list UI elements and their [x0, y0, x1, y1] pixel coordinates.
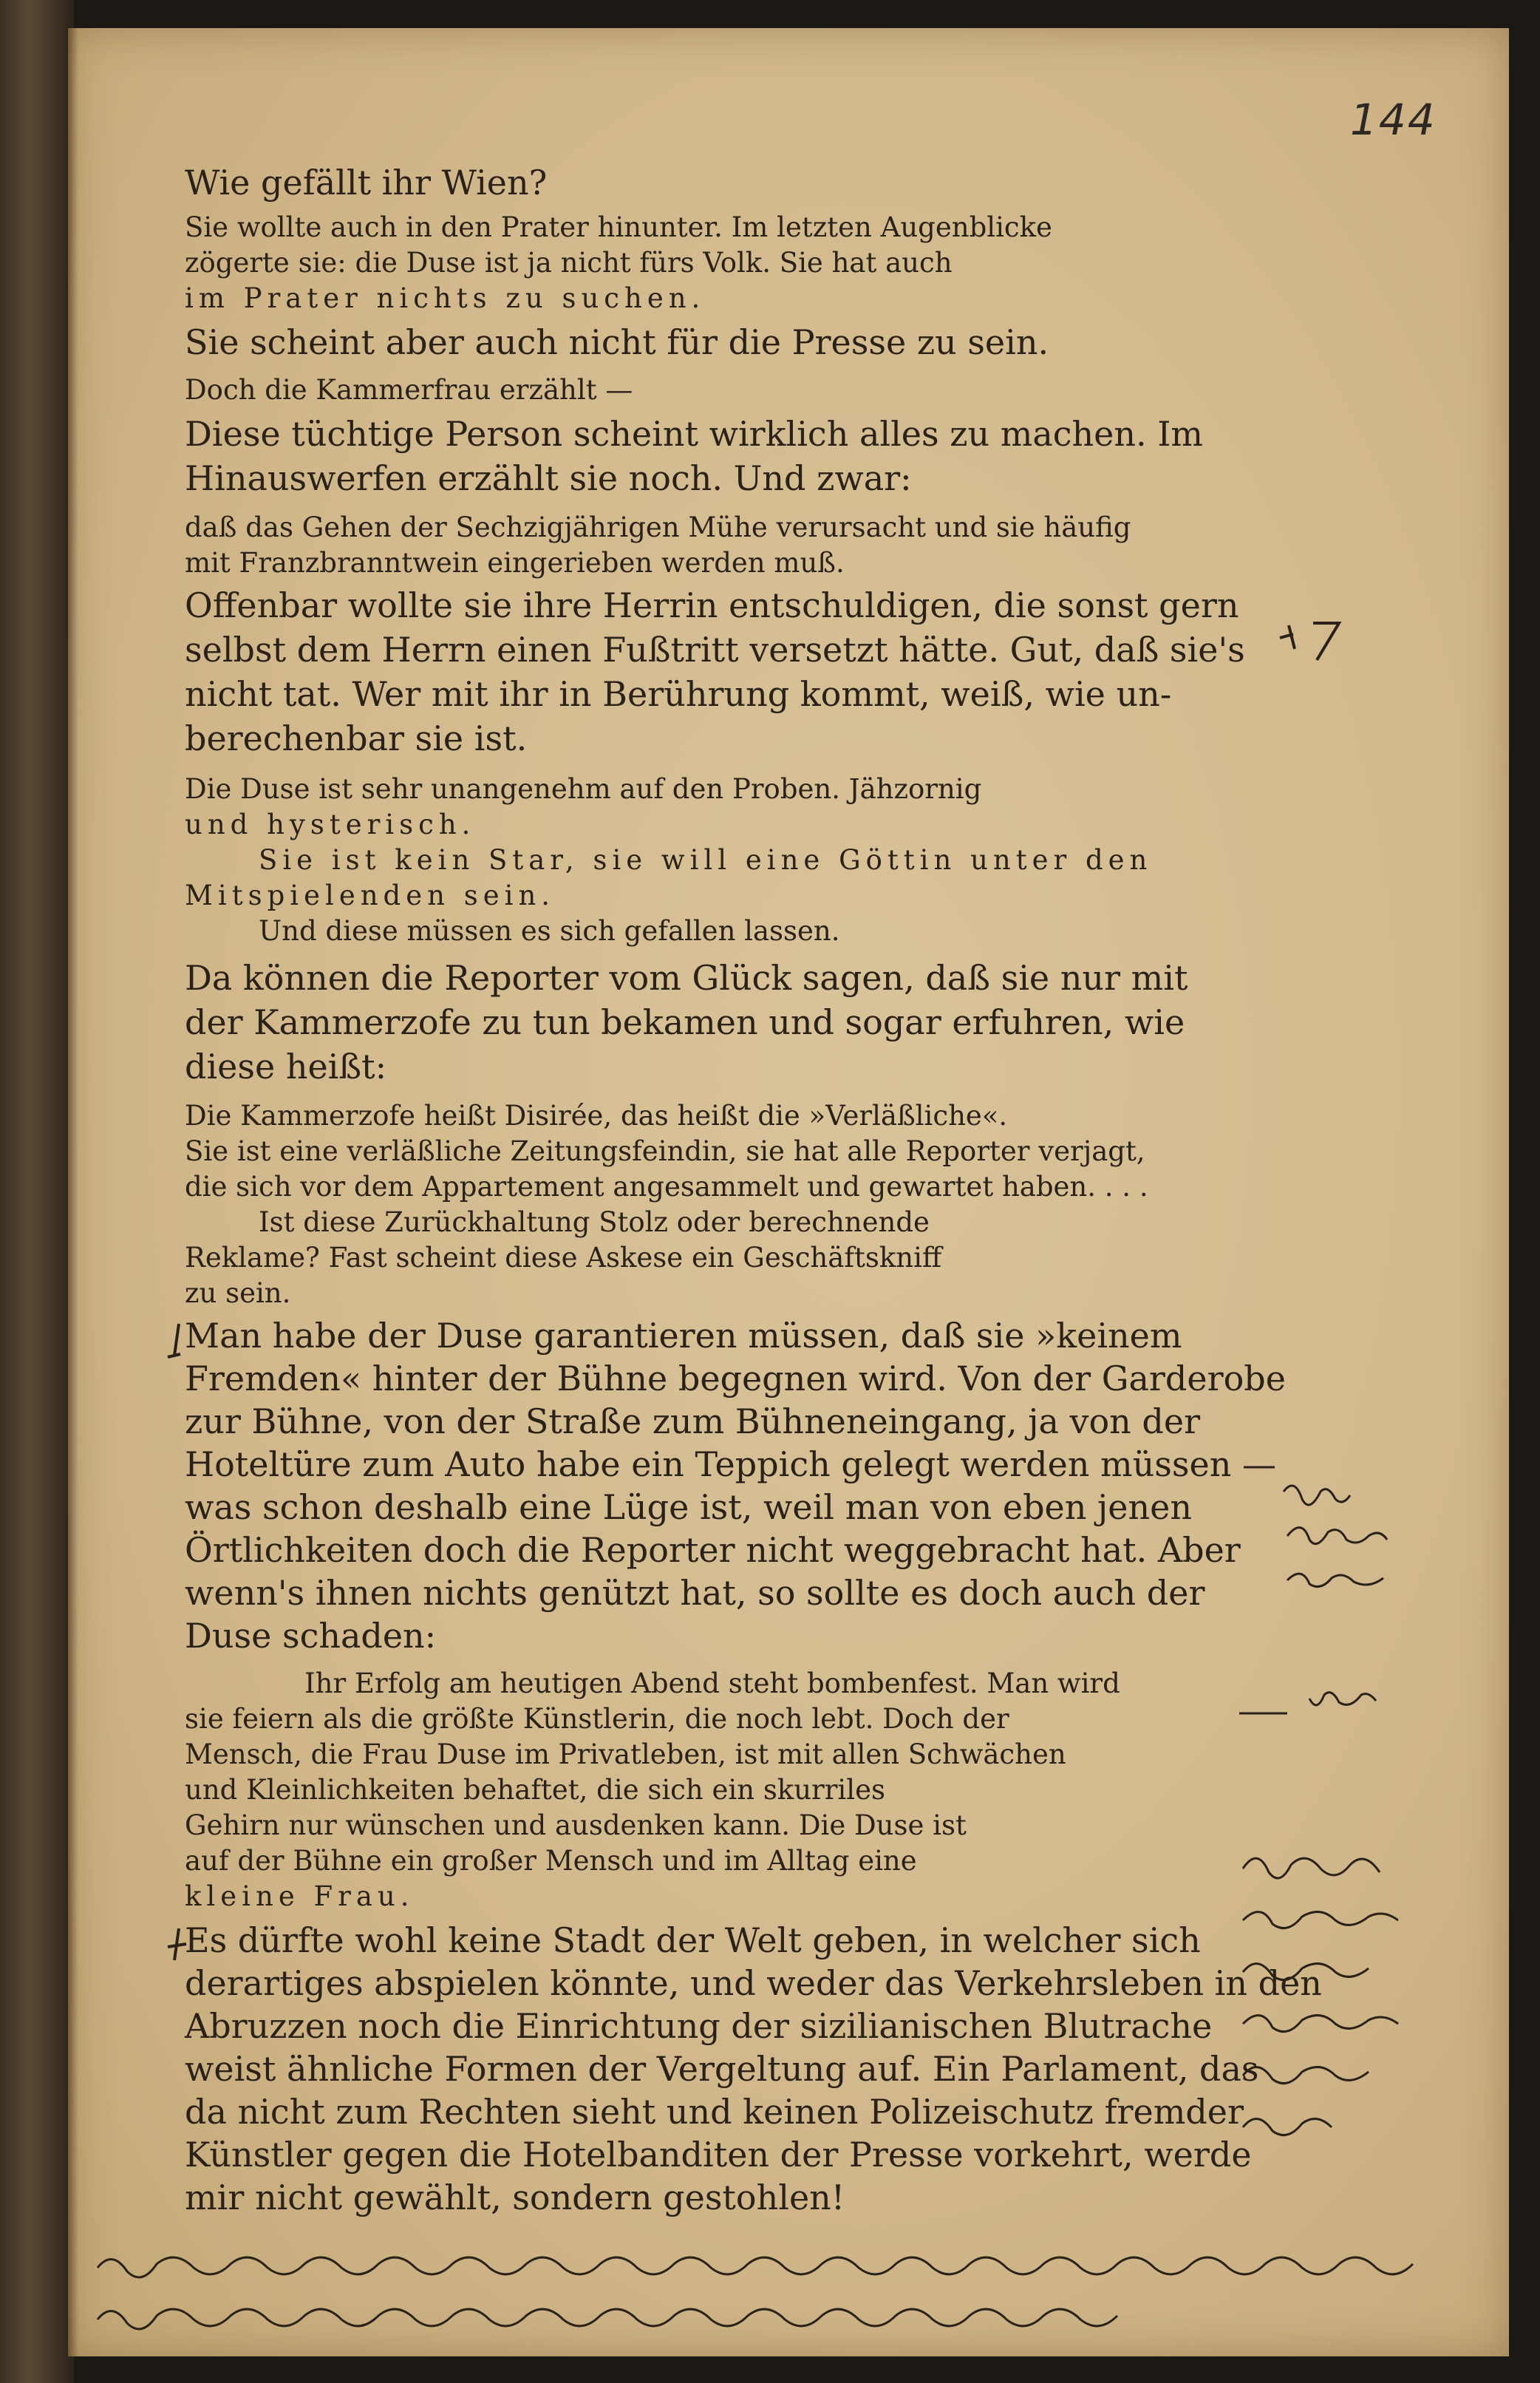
text-line: die sich vor dem Appartement angesammelt und gewartet haben. . . .: [185, 1171, 1148, 1203]
text-line: auf der Bühne ein großer Mensch und im Alltag eine: [185, 1845, 917, 1877]
text-line: Fremden« hinter der Bühne begegnen wird. Von der Garderobe: [185, 1359, 1286, 1398]
handwritten-note-margin: [1236, 1832, 1472, 2157]
text-line: Künstler gegen die Hotelbanditen der Presse vorkehrt, werde: [185, 2135, 1252, 2175]
text-line: und hysterisch.: [185, 809, 476, 840]
text-line: da nicht zum Rechten sieht und keinen Polizeischutz fremder: [185, 2092, 1244, 2132]
text-line: zögerte sie: die Duse ist ja nicht fürs Volk. Sie hat auch: [185, 247, 953, 279]
text-line: Gehirn nur wünschen und ausdenken kann. Die Duse ist: [185, 1809, 967, 1841]
handwritten-mark-margin: [1272, 605, 1361, 664]
text-line: Doch die Kammerfrau erzählt —: [185, 374, 633, 406]
text-line: Ihr Erfolg am heutigen Abend steht bombenfest. Man wird: [304, 1668, 1120, 1699]
text-line: selbst dem Herrn einen Fußtritt versetzt hätte. Gut, daß sie's: [185, 630, 1245, 670]
text-line: Reklame? Fast scheint diese Askese ein Geschäftskniff: [185, 1242, 942, 1274]
text-line: diese heißt:: [185, 1047, 387, 1087]
text-line: Die Duse ist sehr unangenehm auf den Proben. Jähzornig: [185, 773, 982, 805]
text-line: kleine Frau.: [185, 1880, 415, 1912]
text-line: Mitspielenden sein.: [185, 880, 556, 911]
text-line: wenn's ihnen nichts genützt hat, so sollte es doch auch der: [185, 1573, 1205, 1613]
text-line: der Kammerzofe zu tun bekamen und sogar erfuhren, wie: [185, 1002, 1185, 1042]
text-line: Diese tüchtige Person scheint wirklich alles zu machen. Im: [185, 414, 1204, 454]
text-line: Mensch, die Frau Duse im Privatleben, ist mit allen Schwächen: [185, 1738, 1066, 1770]
text-line: mir nicht gewählt, sondern gestohlen!: [185, 2178, 845, 2217]
text-line: Und diese müssen es sich gefallen lassen.: [259, 915, 840, 947]
text-line: Hinauswerfen erzählt sie noch. Und zwar:: [185, 458, 912, 498]
text-line: nicht tat. Wer mit ihr in Berührung kommt, weiß, wie un-: [185, 674, 1172, 714]
text-line: im Prater nichts zu suchen.: [185, 282, 706, 314]
text-line: Da können die Reporter vom Glück sagen, daß sie nur mit: [185, 958, 1188, 998]
text-line: was schon deshalb eine Lüge ist, weil man von eben jenen: [185, 1487, 1192, 1527]
text-line: weist ähnliche Formen der Vergeltung auf. Ein Parlament, das: [185, 2049, 1259, 2089]
text-line: Duse schaden:: [185, 1616, 437, 1656]
handwritten-note-margin: [1280, 1477, 1472, 1625]
handwritten-mark-paragraph: [164, 1320, 194, 1364]
text-line: Offenbar wollte sie ihre Herrin entschuldigen, die sonst gern: [185, 585, 1239, 625]
text-line: berechenbar sie ist.: [185, 718, 528, 758]
text-line: derartiges abspielen könnte, und weder das Verkehrsleben in den: [185, 1963, 1322, 2003]
text-line: Sie ist kein Star, sie will eine Göttin unter den: [259, 844, 1153, 876]
text-line: Örtlichkeiten doch die Reporter nicht weggebracht hat. Aber: [185, 1530, 1241, 1570]
text-line: sie feiern als die größte Künstlerin, die noch lebt. Doch der: [185, 1703, 1009, 1735]
book-spine: [0, 0, 74, 2383]
text-line: Hoteltüre zum Auto habe ein Teppich gelegt werden müssen —: [185, 1444, 1276, 1484]
handwritten-mark-paragraph: [164, 1925, 194, 1969]
text-line: zu sein.: [185, 1277, 291, 1309]
text-line: Sie ist eine verläßliche Zeitungsfeindin, sie hat alle Reporter verjagt,: [185, 1135, 1145, 1167]
text-line: Sie scheint aber auch nicht für die Presse zu sein.: [185, 322, 1049, 362]
text-line: Man habe der Duse garantieren müssen, daß sie »keinem: [185, 1316, 1182, 1356]
text-line: zur Bühne, von der Straße zum Bühneneingang, ja von der: [185, 1401, 1201, 1441]
page-gutter: [68, 28, 78, 2356]
handwritten-note-margin: [1236, 1684, 1428, 1728]
text-line: Es dürfte wohl keine Stadt der Welt geben, in welcher sich: [185, 1920, 1201, 1960]
text-line: mit Franzbranntwein eingerieben werden muß.: [185, 547, 845, 579]
text-line: und Kleinlichkeiten behaftet, die sich ein skurriles: [185, 1774, 885, 1806]
text-line: Abruzzen noch die Einrichtung der sizilianischen Blutrache: [185, 2006, 1213, 2046]
text-line: Sie wollte auch in den Prater hinunter. Im letzten Augenblicke: [185, 211, 1052, 243]
text-line: Ist diese Zurückhaltung Stolz oder berechnende: [259, 1206, 930, 1238]
text-line: daß das Gehen der Sechzigjährigen Mühe verursacht und sie häufig: [185, 511, 1131, 543]
handwritten-footnote: [90, 2238, 1457, 2342]
text-line: Die Kammerzofe heißt Disirée, das heißt die »Verläßliche«.: [185, 1100, 1008, 1132]
page-number: 144: [1350, 95, 1437, 145]
text-line: Wie gefällt ihr Wien?: [185, 163, 548, 203]
document-page: [68, 28, 1509, 2356]
